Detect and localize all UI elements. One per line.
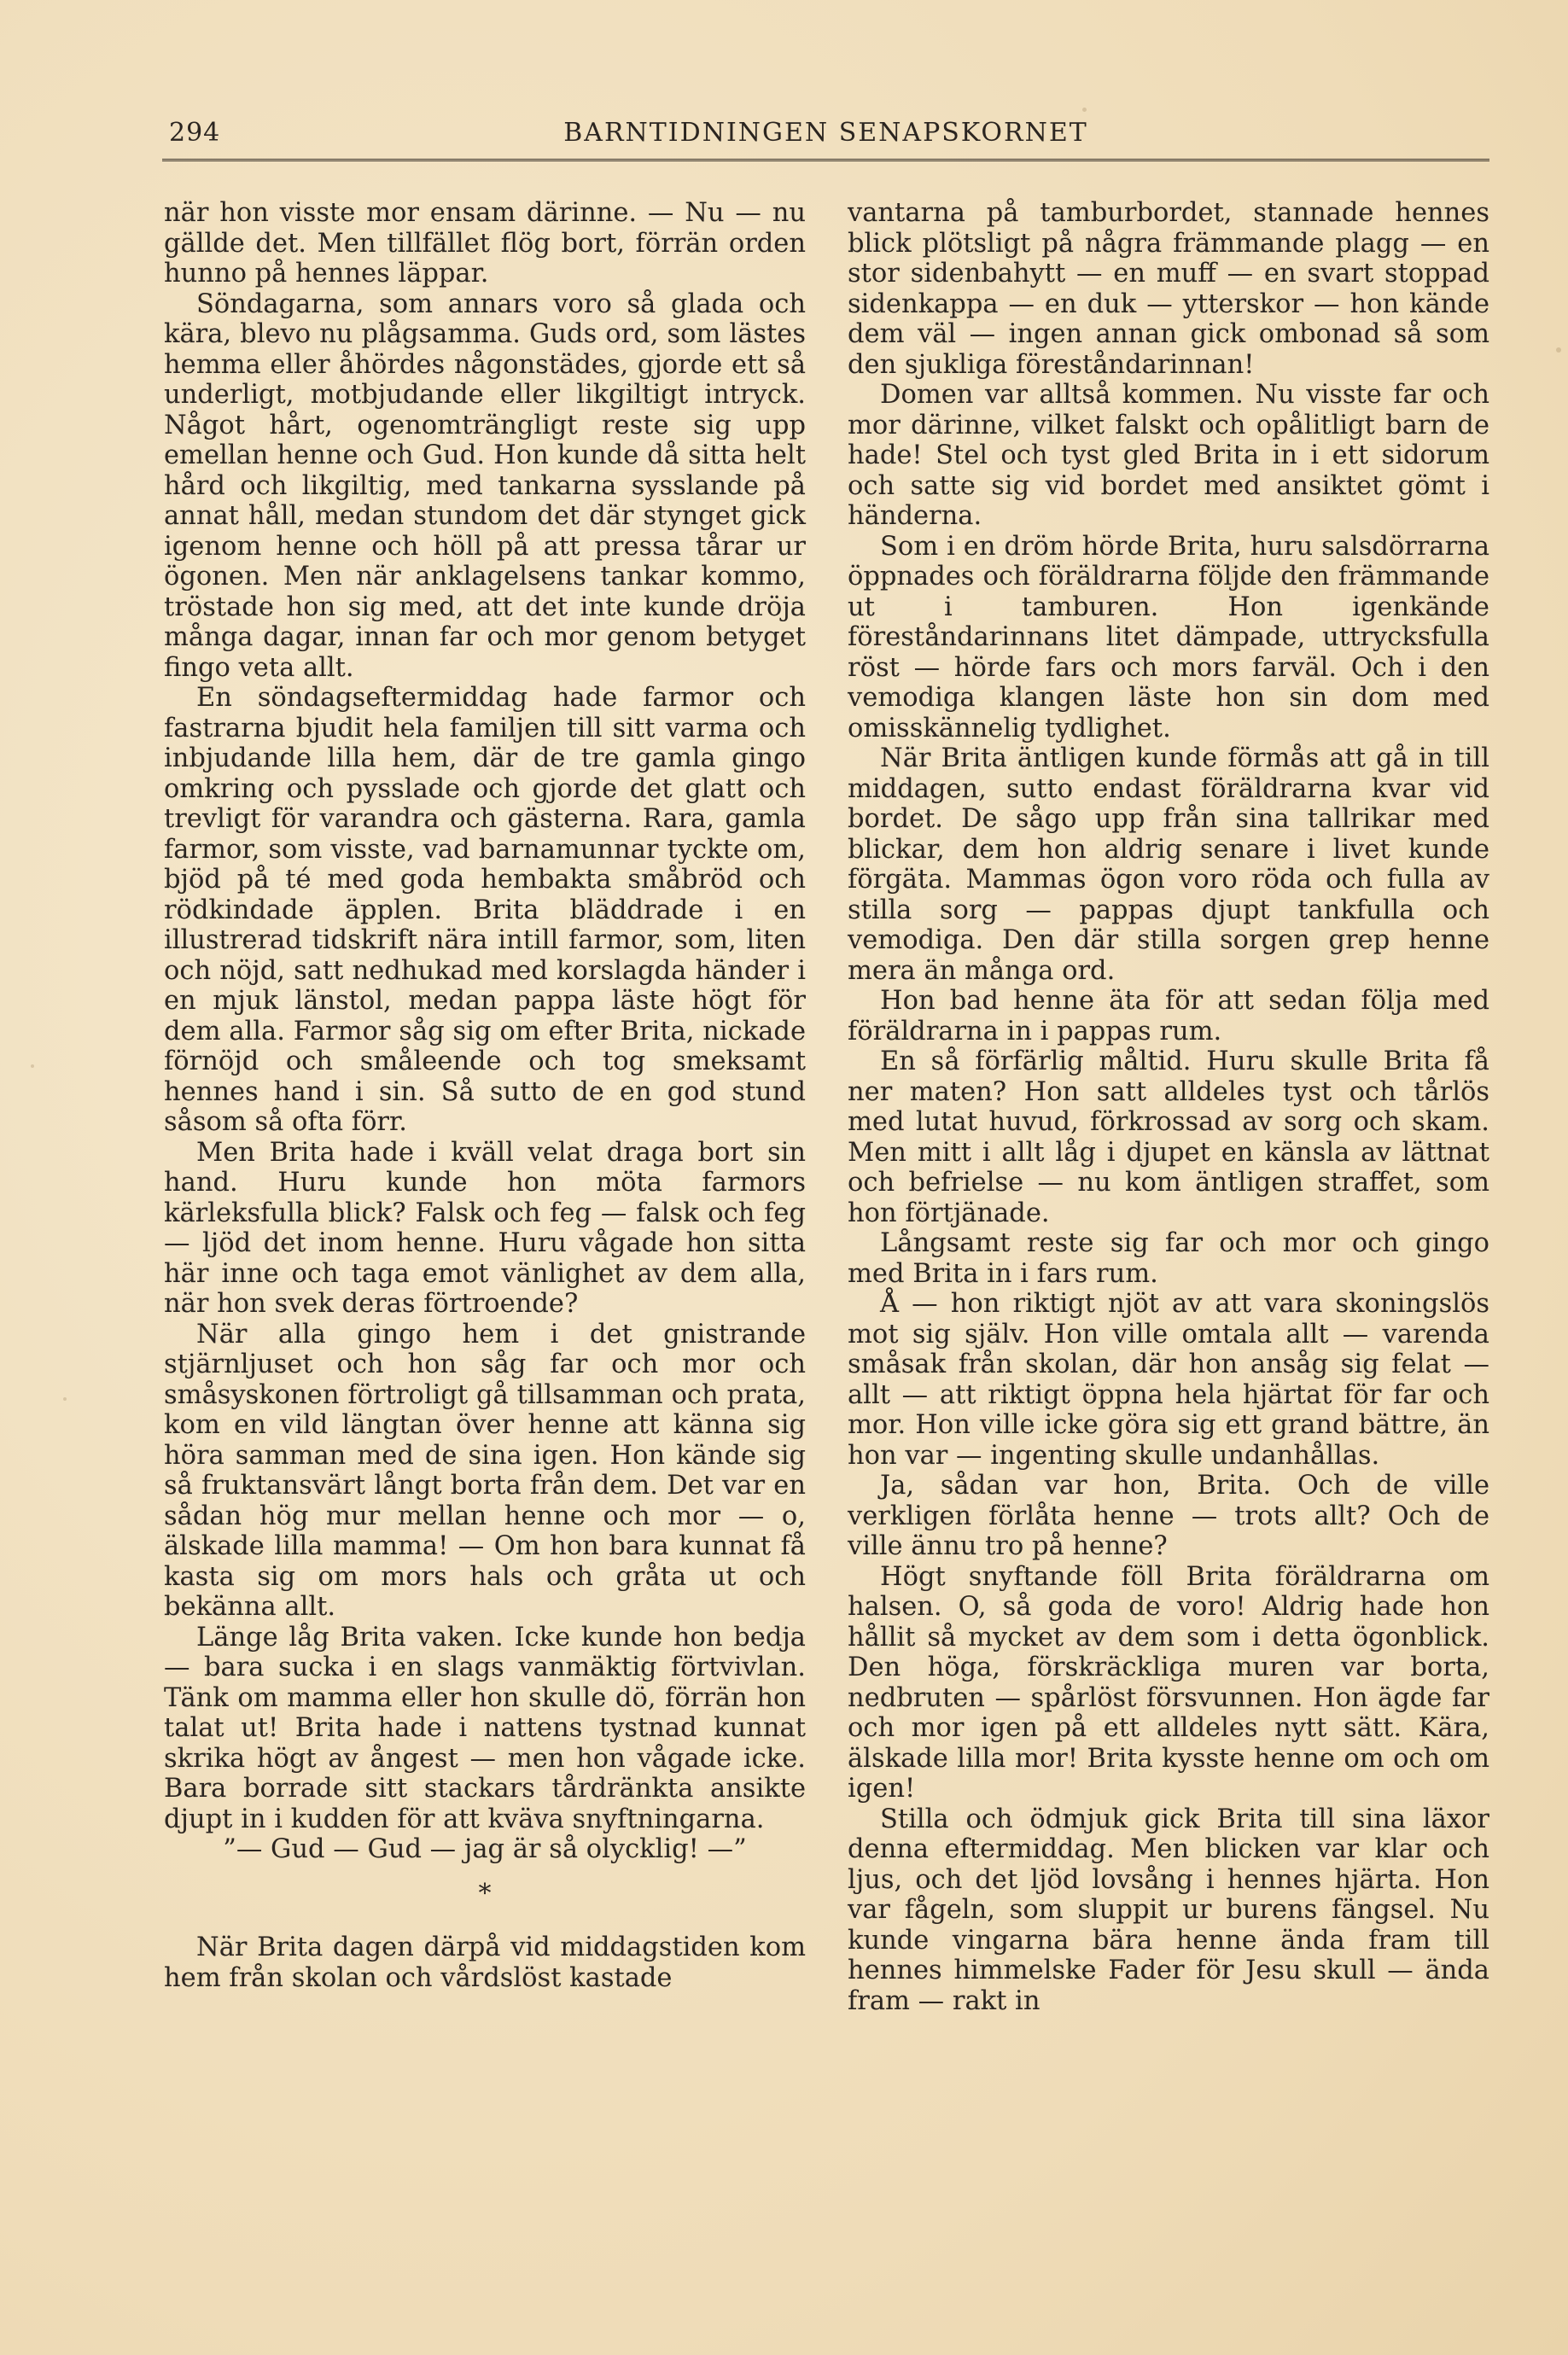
paper-blemish [63, 1397, 67, 1401]
paragraph: Stilla och ödmjuk gick Brita till sina läxor denna eftermiddag. Men blicken var klar och ljus, och det ljöd lovsång i hennes hjärta. Hon var fågeln, som sluppit ur burens fängsel. Nu kunde vingarna bära henne ända fram till hennes himmelske Fader för Jesu skull — ända fram — rakt in [848, 1804, 1489, 2016]
paragraph: Högt snyftande föll Brita föräldrarna om halsen. O, så goda de voro! Aldrig hade hon hållit så mycket av dem som i detta ögonblick. Den höga, förskräckliga muren var borta, nedbruten — spårlöst försvunnen. Hon ägde far och mor igen på ett alldeles nytt sätt. Kära, älskade lilla mor! Brita kysste henne om och om igen! [848, 1561, 1489, 1804]
paragraph: vantarna på tamburbordet, stannade hennes blick plötsligt på några främmande plagg — en stor sidenbahytt — en muff — en svart stoppad sidenkappa — en duk — ytterskor — hon kände dem väl — ingen annan gick ombonad så som den sjukliga föreståndarinnan! [848, 198, 1489, 380]
section-separator: * [478, 1878, 492, 1909]
paragraph: En söndagseftermiddag hade farmor och fastrarna bjudit hela familjen till sitt varma och inbjudande lilla hem, där de tre gamla gingo omkring och pysslade och gjorde det glatt och trevligt för varandra och gästerna. Rara, gamla farmor, som visste, vad barnamunnar tyckte om, bjöd på té med goda hembakta småbröd och rödkindade äpplen. Brita bläddrade i en illustrerad tidskrift nära intill farmor, som, liten och nöjd, satt nedhukad med korslagda händer i en mjuk länstol, medan pappa läste högt för dem alla. Farmor såg sig om efter Brita, nickade förnöjd och småleende och tog smeksamt hennes hand i sin. Så sutto de en god stund såsom så ofta förr. [164, 683, 806, 1137]
paper-blemish [1082, 108, 1087, 112]
paragraph: När Brita dagen därpå vid middagstiden kom hem från skolan och vårdslöst kastade [164, 1932, 806, 1993]
paragraph: När alla gingo hem i det gnistrande stjärnljuset och hon såg far och mor och småsyskonen förtroligt gå tillsamman och prata, kom en vild längtan över henne att känna sig höra samman med de sina igen. Hon kände sig så fruktansvärt långt borta från dem. Det var en sådan hög mur mellan henne och mor — o, älskade lilla mamma! — Om hon bara kunnat få kasta sig om mors hals och gråta ut och bekänna allt. [164, 1319, 806, 1622]
right-column [848, 198, 1489, 2016]
header-rule [162, 159, 1489, 161]
paragraph: Länge låg Brita vaken. Icke kunde hon bedja — bara sucka i en slags vanmäktig förtvivlan. Tänk om mamma eller hon skulle dö, förrän hon talat ut! Brita hade i nattens tystnad kunnat skrika högt av ångest — men hon vågade icke. Bara borrade sitt stackars tårdränkta ansikte djupt in i kudden för att kväva snyftningarna. [164, 1622, 806, 1834]
paragraph: Domen var alltså kommen. Nu visste far och mor därinne, vilket falskt och opålitligt barn de hade! Stel och tyst gled Brita in i ett sidorum och satte sig vid bordet med ansiktet gömt i händerna. [848, 380, 1489, 531]
magazine-title: BARNTIDNINGEN SENAPSKORNET [563, 118, 1088, 148]
paragraph: Söndagarna, som annars voro så glada och kära, blevo nu plågsamma. Guds ord, som lästes hemma eller åhördes någonstädes, gjorde ett så underligt, motbjudande eller likgiltigt intryck. Något hårt, ogenomträngligt reste sig upp emellan henne och Gud. Hon kunde då sitta helt hård och likgiltig, med tankarna sysslande på annat håll, medan stundom det där stynget gick igenom henne och höll på att pressa tårar ur ögonen. Men när anklagelsens tankar kommo, tröstade hon sig med, att det inte kunde dröja många dagar, innan far och mor genom betyget fingo veta allt. [164, 289, 806, 683]
paper-blemish [1556, 347, 1561, 353]
paragraph: när hon visste mor ensam därinne. — Nu — nu gällde det. Men tillfället flög bort, förrän orden hunno på hennes läppar. [164, 198, 806, 289]
paragraph: En så förfärlig måltid. Huru skulle Brita få ner maten? Hon satt alldeles tyst och tårlös med lutat huvud, förkrossad av sorg och skam. Men mitt i allt låg i djupet en känsla av lättnat och befrielse — nu kom äntligen straffet, som hon förtjänade. [848, 1046, 1489, 1228]
paragraph: Men Brita hade i kväll velat draga bort sin hand. Huru kunde hon möta farmors kärleksfulla blick? Falsk och feg — falsk och feg — ljöd det inom henne. Huru vågade hon sitta här inne och taga emot vänlighet av dem alla, när hon svek deras förtroende? [164, 1137, 806, 1319]
paragraph: Ja, sådan var hon, Brita. Och de ville verkligen förlåta henne — trots allt? Och de ville ännu tro på henne? [848, 1471, 1489, 1561]
running-header [162, 113, 1489, 152]
paragraph: Som i en dröm hörde Brita, huru salsdörrarna öppnades och föräldrarna följde den främmande ut i tamburen. Hon igenkände föreståndarinnans litet dämpade, uttrycksfulla röst — hörde fars och mors farväl. Och i den vemodiga klangen läste hon sin dom med omisskännelig tydlighet. [848, 531, 1489, 743]
paragraph: Långsamt reste sig far och mor och gingo med Brita in i fars rum. [848, 1228, 1489, 1289]
paragraph: När Brita äntligen kunde förmås att gå in till middagen, sutto endast föräldrarna kvar vid bordet. De sågo upp från sina tallrikar med blickar, dem hon aldrig senare i livet kunde förgäta. Mammas ögon voro röda och fulla av stilla sorg — pappas djupt tankfulla och vemodiga. Den där stilla sorgen grep henne mera än många ord. [848, 743, 1489, 986]
quoted-line: ”— Gud — Gud — jag är så olycklig! —” [223, 1834, 747, 1864]
paragraph: Hon bad henne äta för att sedan följa med föräldrarna in i pappas rum. [848, 986, 1489, 1046]
page-number: 294 [169, 118, 221, 148]
left-column [164, 198, 806, 1993]
paper-blemish [31, 1064, 34, 1068]
paragraph: Å — hon riktigt njöt av att vara skoningslös mot sig själv. Hon ville omtala allt — varenda småsak från skolan, där hon ansåg sig felat — allt — att riktigt öppna hela hjärtat för far och mor. Hon ville icke göra sig ett grand bättre, än hon var — ingenting skulle undanhållas. [848, 1289, 1489, 1471]
